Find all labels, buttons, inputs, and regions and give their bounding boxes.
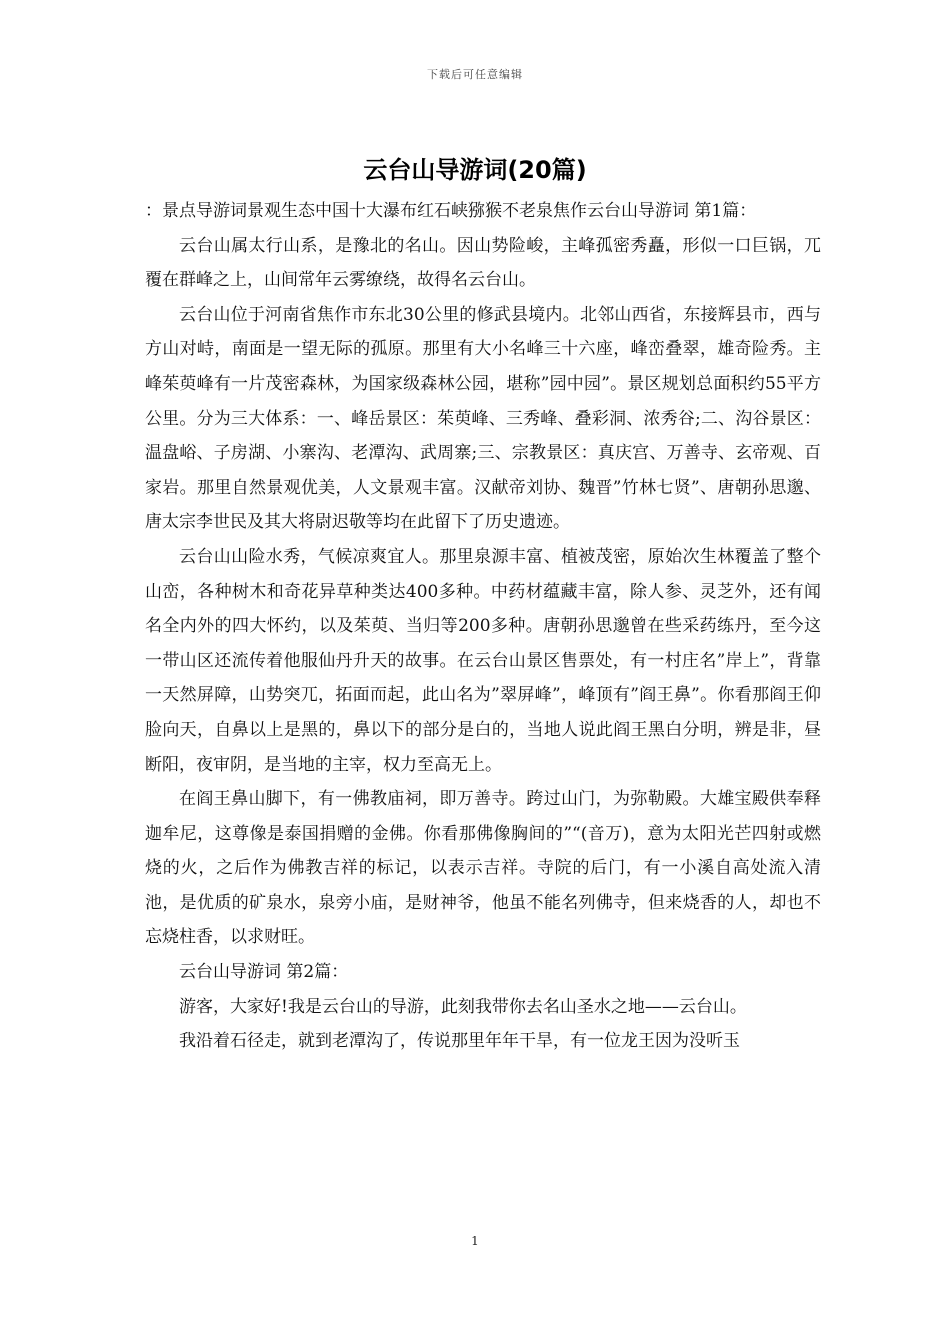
paragraph: 在阎王鼻山脚下，有一佛教庙祠，即万善寺。跨过山门，为弥勒殿。大雄宝殿供奉释迦牟尼，这尊像是泰国捐赠的金佛。你看那佛像胸间的”“(音万)，意为太阳光芒四射或燃烧的火，之后作为佛教吉祥的标记，以表示吉祥。寺院的后门，有一小溪自高处流入清池，是优质的矿泉水，泉旁小庙，是财神爷，他虽不能名列佛寺，但来烧香的人，却也不忘烧柱香，以求财旺。	[145, 789, 821, 948]
page-header-note: 下载后可任意编辑	[427, 68, 523, 81]
paragraph: 游客，大家好!我是云台山的导游，此刻我带你去名山圣水之地——云台山。	[179, 996, 747, 1017]
paragraph: 云台山位于河南省焦作市东北30公里的修武县境内。北邻山西省，东接辉县市，西与方山对峙，南面是一望无际的孤原。那里有大小名峰三十六座，峰峦叠翠，雄奇险秀。主峰茱萸峰有一片茂密森林，为国家级森林公园，堪称”园中园”。景区规划总面积约55平方公里。分为三大体系：一、峰岳景区：茱萸峰、三秀峰、叠彩洞、浓秀谷;二、沟谷景区：温盘峪、子房湖、小寨沟、老潭沟、武周寨;三、宗教景区：真庆宫、万善寺、玄帝观、百家岩。那里自然景观优美，人文景观丰富。汉献帝刘协、魏晋”竹林七贤”、唐朝孙思邈、唐太宗李世民及其大将尉迟敬等均在此留下了历史遗迹。	[145, 304, 821, 533]
intro-paragraph: ：景点导游词景观生态中国十大瀑布红石峡猕猴不老泉焦作云台山导游词 第1篇：	[145, 201, 757, 221]
paragraph: 云台山山险水秀，气候凉爽宜人。那里泉源丰富、植被茂密，原始次生林覆盖了整个山峦，各种树木和奇花异草种类达400多种。中药材蕴藏丰富，除人参、灵芝外，还有闻名全内外的四大怀约，以及茱萸、当归等200多种。唐朝孙思邈曾在些采药练丹，至今这一带山区还流传着他服仙丹升天的故事。在云台山景区售票处，有一村庄名”岸上”，背靠一天然屏障，山势突兀，拓面而起，此山名为”翠屏峰”，峰顶有”阎王鼻”。你看那阎王仰脸向天，自鼻以上是黑的，鼻以下的部分是白的，当地人说此阎王黑白分明，辨是非，昼断阳，夜审阴，是当地的主宰，权力至高无上。	[145, 546, 821, 775]
document-title: 云台山导游词(20篇)	[363, 156, 587, 184]
paragraph: 云台山属太行山系，是豫北的名山。因山势险峻，主峰孤密秀矗，形似一口巨锅，兀覆在群峰之上，山间常年云雾缭绕，故得名云台山。	[145, 235, 821, 291]
document-body	[145, 194, 821, 1059]
section-heading: 云台山导游词 第2篇：	[179, 962, 349, 983]
paragraph: 我沿着石径走，就到老潭沟了，传说那里年年干旱，有一位龙王因为没听玉	[179, 1031, 740, 1052]
page-number: 1	[471, 1234, 479, 1248]
